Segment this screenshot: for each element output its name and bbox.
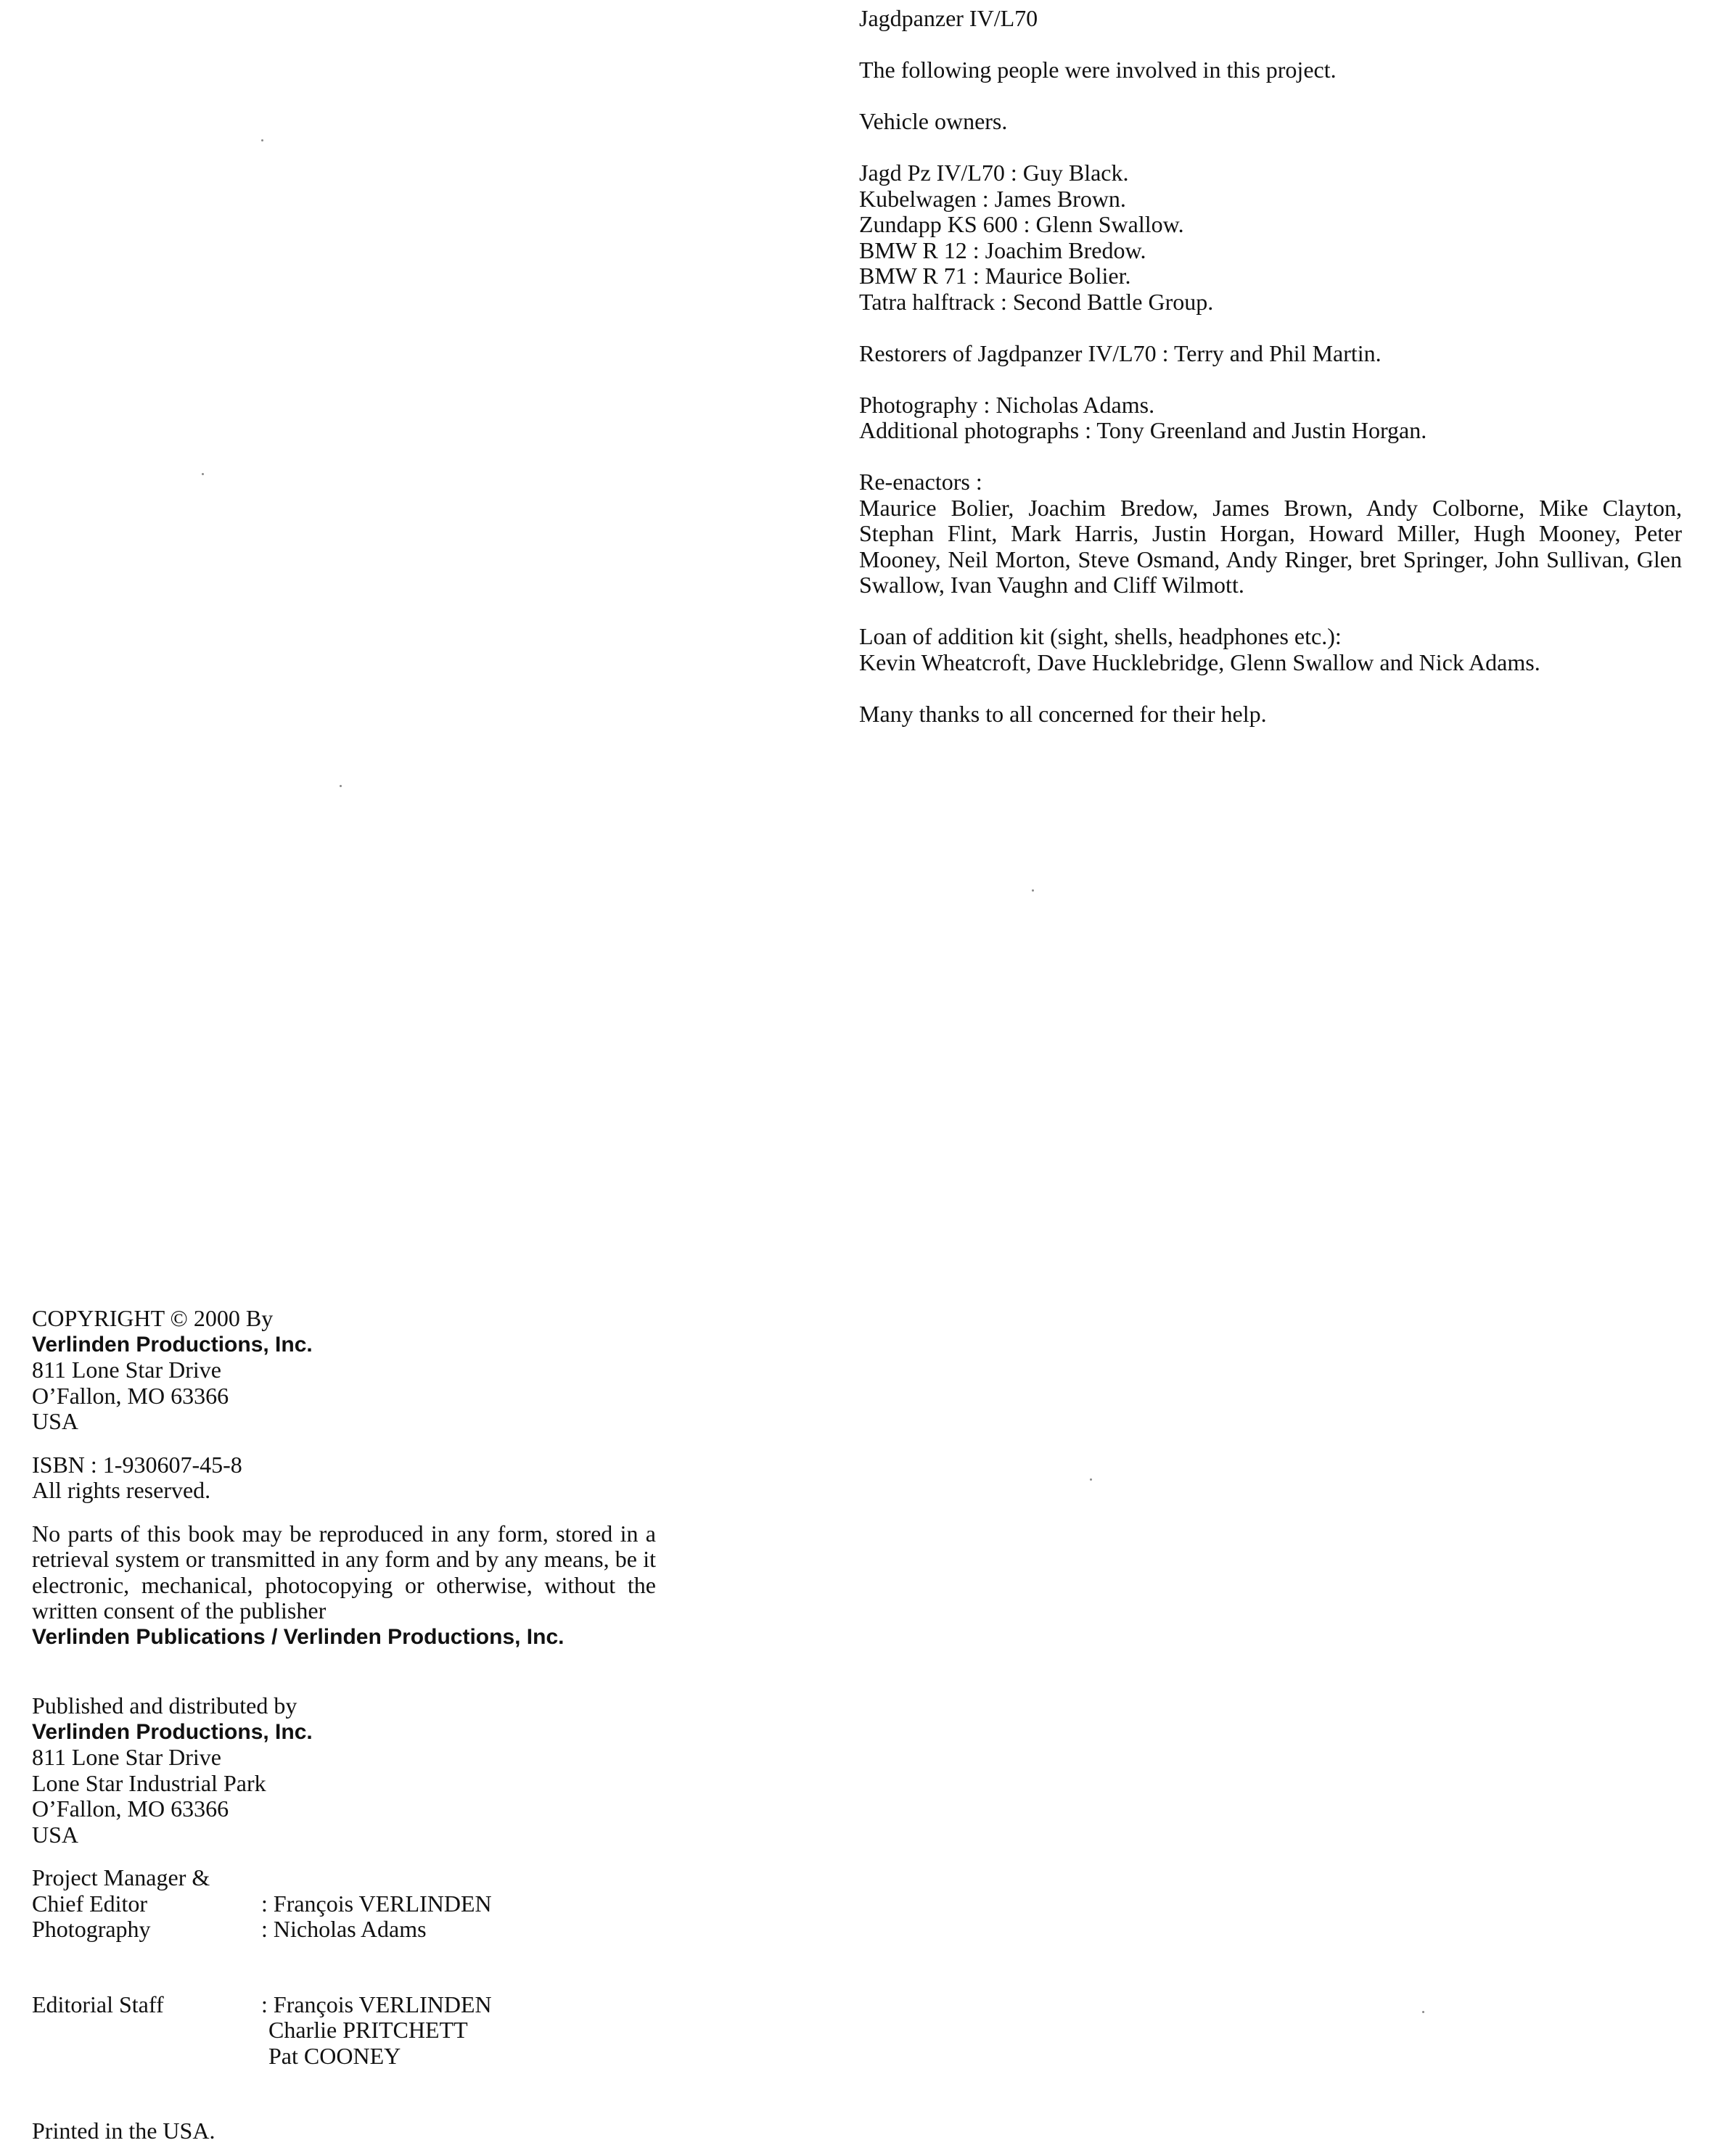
publisher-name: Verlinden Productions, Inc. <box>32 1719 313 1744</box>
isbn-section <box>32 1452 656 1504</box>
copyright-section <box>32 1306 656 1435</box>
reenactors-heading: Re-enactors : <box>859 469 982 495</box>
photography-label: Photography <box>32 1916 151 1942</box>
restorers-line: Restorers of Jagdpanzer IV/L70 : Terry and Phil Martin. <box>859 340 1382 366</box>
rights-line: All rights reserved. <box>32 1477 211 1503</box>
owner-line: BMW R 71 : Maurice Bolier. <box>859 263 1131 289</box>
additional-photos-line: Additional photographs : Tony Greenland and Justin Horgan. <box>859 417 1427 443</box>
vehicle-owners-list <box>859 160 1682 315</box>
editorial-row <box>32 2044 656 2070</box>
photography-value: : Nicholas Adams <box>261 1916 427 1942</box>
publisher-section <box>32 1693 656 1848</box>
editorial-value: : François VERLINDEN <box>261 1991 492 2017</box>
isbn-line: ISBN : 1-930607-45-8 <box>32 1451 242 1478</box>
chief-editor-label: Chief Editor <box>32 1890 148 1917</box>
notice-publisher: Verlinden Publications / Verlinden Productions, Inc. <box>32 1624 565 1649</box>
address-line: O’Fallon, MO 63366 <box>32 1795 229 1822</box>
country-line: USA <box>32 1821 79 1848</box>
photography-row <box>32 1917 656 1943</box>
scan-speck <box>202 473 204 475</box>
photography-credits <box>859 392 1682 444</box>
editorial-row <box>32 2017 656 2044</box>
owner-line: Kubelwagen : James Brown. <box>859 185 1126 212</box>
address-line: Lone Star Industrial Park <box>32 1769 266 1796</box>
editorial-section <box>32 1992 656 2070</box>
thanks-line: Many thanks to all concerned for their help. <box>859 700 1267 727</box>
address-line: 811 Lone Star Drive <box>32 1357 221 1383</box>
country-line: USA <box>32 1408 79 1434</box>
credits-block <box>859 6 1682 727</box>
colophon-block <box>32 1306 656 2144</box>
owner-line: Tatra halftrack : Second Battle Group. <box>859 288 1214 315</box>
owner-line: Zundapp KS 600 : Glenn Swallow. <box>859 211 1184 237</box>
company-name: Verlinden Productions, Inc. <box>32 1332 313 1357</box>
address-line: 811 Lone Star Drive <box>32 1744 221 1770</box>
staff-section <box>32 1865 656 1943</box>
credits-title: Jagdpanzer IV/L70 <box>859 5 1038 31</box>
editorial-row <box>32 1992 656 2018</box>
printed-line: Printed in the USA. <box>32 2118 216 2144</box>
reenactors-list: Maurice Bolier, Joachim Bredow, James Brown, Andy Colborne, Mike Clayton, Stephan Flint, Mark Harris, Justin Horgan, Howard Miller, Hugh Mooney, Peter Mooney, Neil Morton, Steve Osmand, Andy Ringer, bret Springer, John Sullivan, Glen Swallow, Ivan Vaughn and Cliff Wilmott. <box>859 494 1682 598</box>
scan-speck <box>1090 1478 1092 1481</box>
owner-line: Jagd Pz IV/L70 : Guy Black. <box>859 160 1129 186</box>
editorial-value: Charlie PRITCHETT <box>268 2017 468 2043</box>
photography-line: Photography : Nicholas Adams. <box>859 391 1155 418</box>
loan-section <box>859 624 1682 675</box>
chief-editor-row <box>32 1891 656 1917</box>
address-line: O’Fallon, MO 63366 <box>32 1382 229 1409</box>
owner-line: BMW R 12 : Joachim Bredow. <box>859 236 1146 263</box>
credits-intro: The following people were involved in this project. <box>859 57 1337 83</box>
editorial-value: Pat COONEY <box>268 2042 401 2069</box>
reenactors-section <box>859 469 1682 598</box>
project-manager-label: Project Manager & <box>32 1864 210 1890</box>
legal-notice <box>32 1521 656 1650</box>
published-by-line: Published and distributed by <box>32 1692 297 1719</box>
copyright-line: COPYRIGHT © 2000 By <box>32 1305 274 1331</box>
chief-editor-value: : François VERLINDEN <box>261 1890 492 1917</box>
scan-speck <box>261 139 263 141</box>
vehicle-owners-heading: Vehicle owners. <box>859 108 1008 134</box>
scan-speck <box>1422 2011 1424 2013</box>
notice-text: No parts of this book may be reproduced in any form, stored in a retrieval system or transmitted in any form and by any means, be it electronic, mechanical, photocopying or otherwise, without the written consent of the publisher <box>32 1520 656 1624</box>
scan-speck <box>340 785 342 787</box>
scan-speck <box>1032 889 1034 892</box>
loan-heading: Loan of addition kit (sight, shells, headphones etc.): <box>859 623 1342 649</box>
loan-list: Kevin Wheatcroft, Dave Hucklebridge, Glenn Swallow and Nick Adams. <box>859 649 1540 675</box>
editorial-label: Editorial Staff <box>32 1991 164 2017</box>
